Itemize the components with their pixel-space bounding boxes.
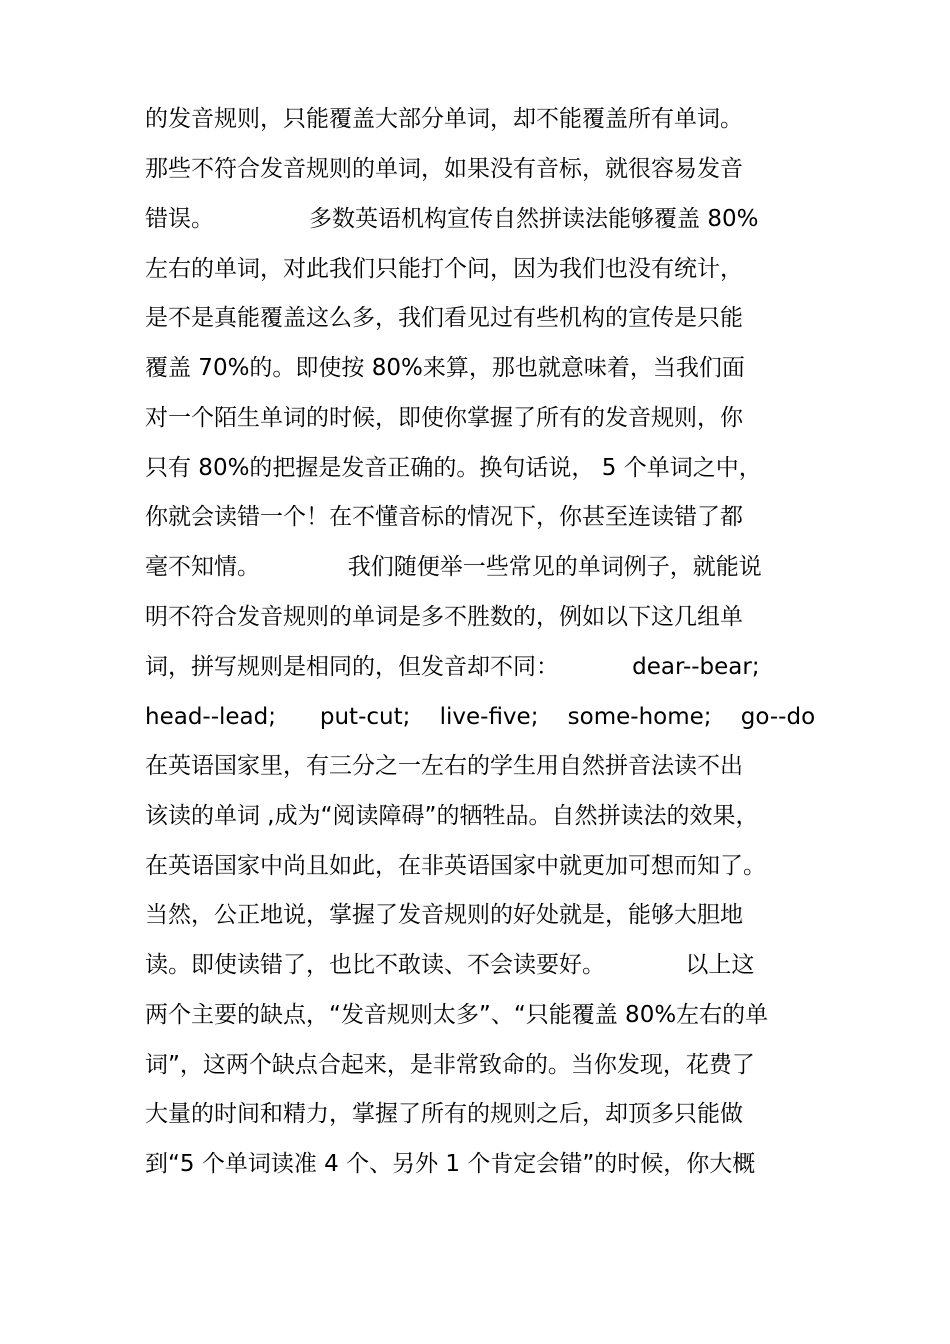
text-line: 大量的时间和精力，掌握了所有的规则之后，却顶多只能做 xyxy=(145,1101,743,1127)
text-line: 该读的单词 ,成为“阅读障碍”的牺牲品。自然拼读法的效果， xyxy=(145,803,759,829)
text-line: 左右的单词，对此我们只能打个问，因为我们也没有统计， xyxy=(145,256,743,282)
text-line: 到“5 个单词读准 4 个、另外 1 个肯定会错”的时候，你大概 xyxy=(145,1151,756,1177)
text-line: 只有 80%的把握是发音正确的。换句话说， 5 个单词之中， xyxy=(145,455,762,481)
text-line: 读。即使读错了，也比不敢读、不会读要好。 以上这 xyxy=(145,952,755,978)
text-line: 毫不知情。 我们随便举一些常见的单词例子，就能说 xyxy=(145,554,762,580)
text-line: 在英语国家中尚且如此，在非英语国家中就更加可想而知了。 xyxy=(145,853,766,879)
text-line: 对一个陌生单词的时候，即使你掌握了所有的发音规则，你 xyxy=(145,405,743,431)
text-line: 两个主要的缺点，“发音规则太多”、“只能覆盖 80%左右的单 xyxy=(145,1002,769,1028)
text-line: 当然，公正地说，掌握了发音规则的好处就是，能够大胆地 xyxy=(145,902,743,928)
text-line: 在英语国家里，有三分之一左右的学生用自然拼音法读不出 xyxy=(145,753,743,779)
text-line: 那些不符合发音规则的单词，如果没有音标，就很容易发音 xyxy=(145,156,743,182)
text-line: 错误。 多数英语机构宣传自然拼读法能够覆盖 80% xyxy=(145,206,759,232)
text-line: 的发音规则，只能覆盖大部分单词，却不能覆盖所有单词。 xyxy=(145,106,743,132)
text-line: 词”，这两个缺点合起来，是非常致命的。当你发现，花费了 xyxy=(145,1052,755,1078)
text-line: 覆盖 70%的。即使按 80%来算，那也就意味着，当我们面 xyxy=(145,355,745,381)
text-line: 你就会读错一个！在不懂音标的情况下，你甚至连读错了都 xyxy=(145,504,743,530)
text-line: 是不是真能覆盖这么多，我们看见过有些机构的宣传是只能 xyxy=(145,305,743,331)
text-line: head--lead; put-cut; live-five; some-home; go--do xyxy=(145,704,816,730)
text-line: 明不符合发音规则的单词是多不胜数的，例如以下这几组单 xyxy=(145,604,743,630)
text-line: 词，拼写规则是相同的，但发音却不同： dear--bear; xyxy=(145,654,760,680)
